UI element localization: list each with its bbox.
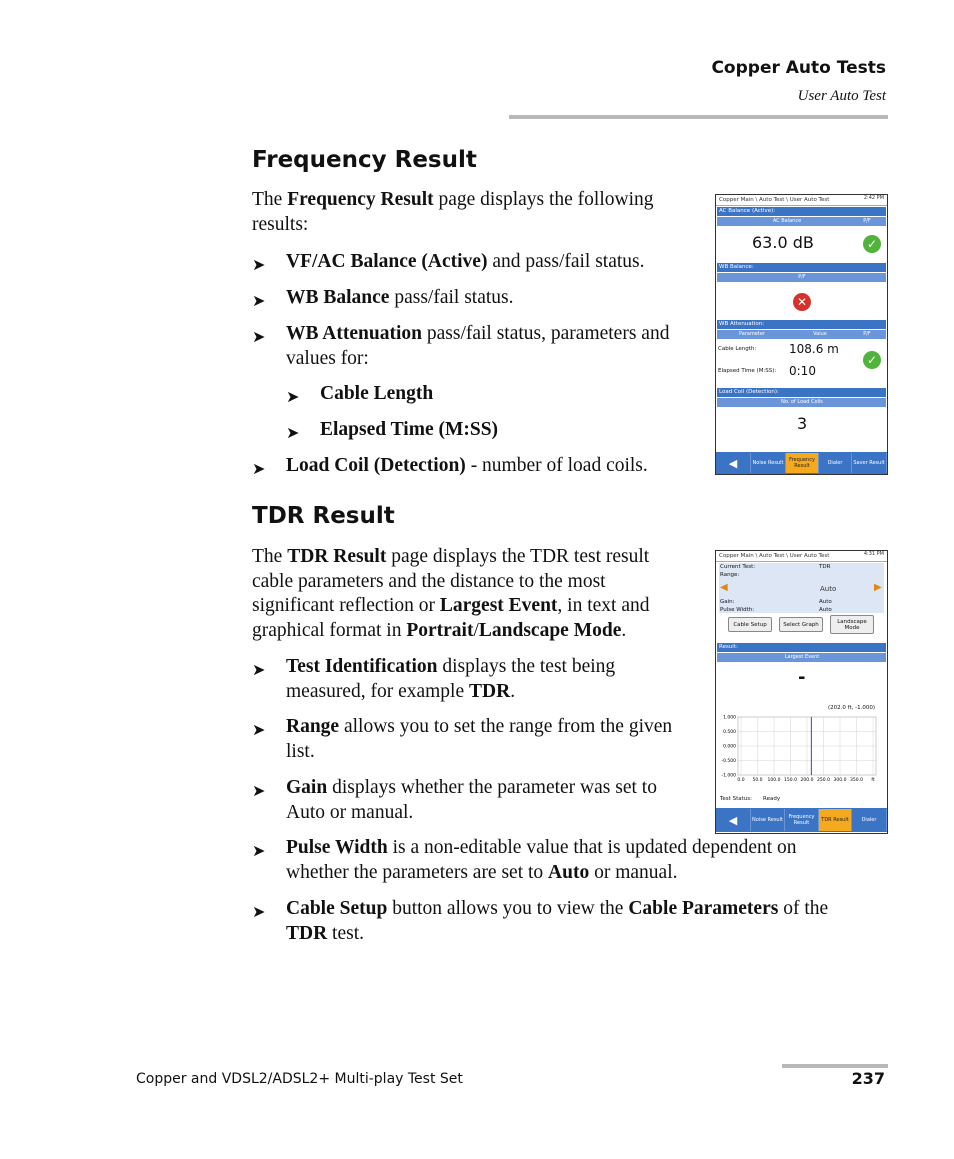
clock: 2:42 PM [863, 195, 884, 201]
tdr-bullet-range: Range allows you to set the range from the given list. [286, 716, 673, 762]
back-arrow-icon[interactable]: ◀ [716, 453, 751, 473]
range-label: Range: [720, 572, 740, 578]
gain-label: Gain: [720, 599, 735, 605]
range-right-arrow-icon[interactable]: ▶ [874, 582, 882, 593]
bullet-arrow-icon: ➤ [252, 841, 266, 860]
nav-dialer[interactable]: Dialer [819, 453, 852, 473]
page-number: 237 [851, 1069, 885, 1088]
ac-balance-section: AC Balance (Active): [717, 207, 886, 216]
x-tick-label: 350.0 [850, 778, 863, 783]
x-tick-label: 250.0 [817, 778, 830, 783]
frequency-result-screenshot [715, 194, 888, 475]
section-heading-tdr-result: TDR Result [252, 503, 395, 529]
freq-bullet-wb-balance: WB Balance pass/fail status. [286, 287, 514, 308]
ac-balance-value: 63.0 dB [752, 233, 814, 252]
nav-noise-result[interactable]: Noise Result [751, 453, 786, 473]
freq-bullet-load-coil: Load Coil (Detection) - number of load coils. [286, 455, 648, 476]
test-status-value: Ready [763, 796, 781, 802]
nav-frequency-result[interactable]: Frequency Result [785, 809, 819, 831]
range-left-arrow-icon[interactable]: ◀ [720, 582, 728, 593]
current-test-label: Current Test: [720, 564, 756, 570]
result-section: Result: [717, 643, 886, 652]
x-tick-label: 0.0 [737, 778, 745, 783]
frequency-intro: The Frequency Result page displays the following results: [252, 189, 654, 235]
tdr-trace-chart[interactable] [716, 711, 887, 789]
tdr-result-screenshot [715, 550, 888, 834]
y-tick-label: -0.500 [721, 759, 736, 764]
result-columns: Largest Event [717, 653, 886, 662]
bullet-arrow-icon: ➤ [252, 902, 266, 921]
bullet-arrow-icon: ➤ [252, 660, 266, 679]
bullet-arrow-icon: ➤ [252, 291, 266, 310]
gain-value: Auto [819, 599, 832, 605]
cursor-readout: (202.0 ft, -1.000) [828, 705, 876, 711]
bullet-arrow-icon: ➤ [286, 387, 300, 406]
pulse-width-label: Pulse Width: [720, 607, 755, 613]
freq-bullet-ac-balance: VF/AC Balance (Active) and pass/fail status. [286, 251, 645, 272]
nav-frequency-result[interactable]: Frequency Result [786, 453, 819, 473]
freq-subbullet-cable-length: Cable Length [320, 383, 434, 404]
elapsed-time-label: Elapsed Time (M:SS): [718, 368, 777, 374]
x-tick-label: 300.0 [833, 778, 847, 783]
bullet-arrow-icon: ➤ [252, 459, 266, 478]
landscape-mode-button[interactable]: Landscape Mode [830, 615, 874, 634]
bullet-arrow-icon: ➤ [252, 720, 266, 739]
tdr-intro: The TDR Result page displays the TDR test result cable parameters and the distance to the most significant reflection or Largest Event, in text and graphical format in Portrait/Landscape Mode. [252, 546, 650, 641]
cable-length-label: Cable Length: [718, 346, 757, 352]
bullet-arrow-icon: ➤ [252, 781, 266, 800]
largest-event-value: - [798, 667, 806, 688]
tdr-bullet-gain: Gain displays whether the parameter was set to Auto or manual. [286, 777, 657, 823]
breadcrumb: Copper Main \ Auto Test \ User Auto Test [716, 551, 887, 562]
cable-length-value: 108.6 m [789, 342, 839, 356]
running-header-title: Copper Auto Tests [711, 58, 886, 78]
x-tick-label: 100.0 [767, 778, 781, 783]
test-status-label: Test Status: [720, 796, 752, 802]
tdr-bullet-pulse-width: Pulse Width is a non-editable value that is updated dependent on whether the parameters are set to Auto or manual. [286, 837, 797, 883]
wb-attenuation-section: WB Attenuation: [717, 320, 886, 329]
select-graph-button[interactable]: Select Graph [779, 617, 823, 632]
footer-rule [782, 1064, 888, 1068]
x-tick-label: 200.0 [800, 778, 814, 783]
nav-tdr-result[interactable]: TDR Result [819, 809, 852, 831]
x-axis-ticks [737, 777, 874, 783]
y-tick-label: 0.000 [723, 744, 736, 750]
bullet-arrow-icon: ➤ [252, 327, 266, 346]
wb-balance-section: WB Balance: [717, 263, 886, 272]
elapsed-time-value: 0:10 [789, 364, 816, 378]
section-heading-frequency-result: Frequency Result [252, 147, 477, 173]
ac-balance-columns: AC Balance P/F [717, 217, 886, 226]
wb-attenuation-columns: Parameter Value P/F [717, 330, 886, 339]
bullet-arrow-icon: ➤ [286, 423, 300, 442]
bottom-nav [716, 452, 887, 474]
test-params-panel [719, 563, 884, 613]
fail-x-icon: ✕ [793, 293, 811, 311]
pulse-width-value: Auto [819, 607, 832, 613]
bottom-nav [716, 808, 887, 832]
running-header-subtitle: User Auto Test [797, 88, 886, 104]
nav-saver-result[interactable]: Saver Result [852, 453, 887, 473]
cable-setup-button[interactable]: Cable Setup [728, 617, 772, 632]
footer-book-title: Copper and VDSL2/ADSL2+ Multi-play Test Set [136, 1071, 463, 1087]
y-tick-label: 1.000 [723, 715, 736, 721]
range-select[interactable]: Auto [820, 585, 837, 593]
y-tick-label: 0.500 [723, 730, 736, 735]
bullet-arrow-icon: ➤ [252, 255, 266, 274]
x-tick-label: 150.0 [784, 778, 797, 783]
load-coil-section: Load Coil (Detection): [717, 388, 886, 397]
pass-check-icon: ✓ [863, 235, 881, 253]
load-coil-columns: No. of Load Coils [717, 398, 886, 407]
wb-balance-columns: P/F [717, 273, 886, 282]
load-coil-value: 3 [797, 414, 808, 433]
y-tick-label: -1.000 [721, 773, 736, 779]
nav-dialer[interactable]: Dialer [852, 809, 887, 831]
tdr-bullet-cable-setup: Cable Setup button allows you to view the Cable Parameters of the TDR test. [286, 898, 829, 944]
freq-subbullet-elapsed-time: Elapsed Time (M:SS) [320, 419, 499, 440]
tdr-bullet-test-identification: Test Identification displays the test being measured, for example TDR. [286, 656, 616, 702]
current-test-value: TDR [819, 564, 831, 570]
x-tick-label: ft [871, 778, 875, 783]
header-rule [509, 115, 888, 119]
clock: 4:31 PM [863, 551, 884, 557]
y-axis-ticks [721, 715, 736, 779]
pass-check-icon: ✓ [863, 351, 881, 369]
x-tick-label: 50.0 [752, 778, 763, 783]
nav-noise-result[interactable]: Noise Result [751, 809, 785, 831]
back-arrow-icon[interactable]: ◀ [716, 809, 751, 831]
breadcrumb: Copper Main \ Auto Test \ User Auto Test [716, 195, 887, 206]
freq-bullet-wb-attenuation: WB Attenuation pass/fail status, parameters and values for: [286, 323, 670, 369]
